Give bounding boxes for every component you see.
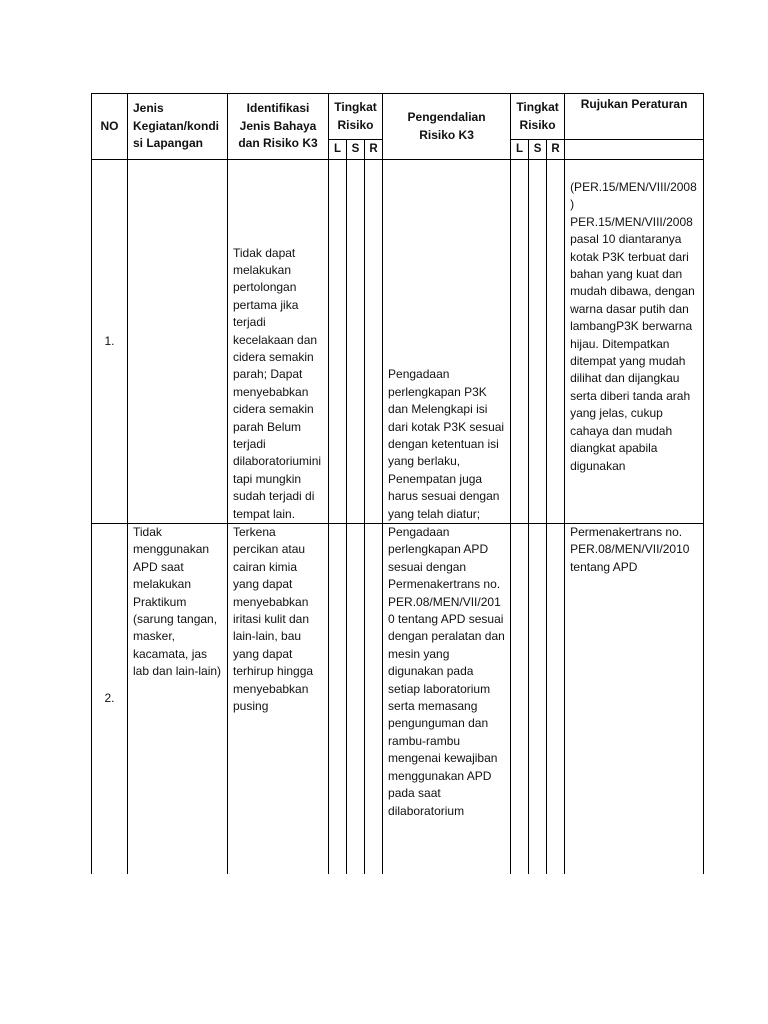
row-number: 2. — [92, 524, 128, 874]
header-l-2: L — [511, 140, 529, 160]
header-r-2: R — [547, 140, 565, 160]
table-row — [92, 160, 704, 524]
cell-s — [347, 160, 365, 524]
cell-r — [365, 160, 383, 524]
header-identifikasi: Identifikasi Jenis Bahaya dan Risiko K3 — [228, 94, 329, 160]
header-jenis: Jenis Kegiatan/kondisi Lapangan — [128, 94, 228, 160]
header-rujukan-empty — [565, 140, 704, 160]
cell-l — [511, 160, 529, 524]
cell-pengendalian: Pengadaan perlengkapan P3K dan Melengkapi isi dari kotak P3K sesuai dengan ketentuan isi yang berlaku, Penempatan juga harus sesuai dengan yang telah diatur; — [383, 160, 511, 524]
cell-r — [365, 524, 383, 874]
cell-s — [529, 524, 547, 874]
cell-s — [347, 524, 365, 874]
cell-pengendalian: Pengadaan perlengkapan APD sesuai dengan Permenakertrans no. PER.08/MEN/VII/2010 tentang APD sesuai dengan peralatan dan mesin yang digunakan pada setiap laboratorium serta memasang pengunguman dan rambu-rambu mengenai kewajiban menggunakan APD pada saat dilaboratorium — [383, 524, 511, 874]
table-row — [92, 524, 704, 874]
row-number: 1. — [92, 160, 128, 524]
cell-r — [547, 160, 565, 524]
header-rujukan: Rujukan Peraturan — [565, 94, 704, 140]
header-s-1: S — [347, 140, 365, 160]
cell-jenis — [128, 160, 228, 524]
cell-identifikasi: Tidak dapat melakukan pertolongan pertama jika terjadi kecelakaan dan cidera semakin parah; Dapat menyebabkan cidera semakin parah Belum terjadi dilaboratoriumini tapi mungkin sudah terjadi di tempat lain. — [228, 160, 329, 524]
cell-l — [329, 524, 347, 874]
header-row — [92, 94, 704, 140]
header-tingkat-risiko-2: Tingkat Risiko — [511, 94, 565, 140]
cell-rujukan: (PER.15/MEN/VIII/2008) PER.15/MEN/VIII/2008 pasal 10 diantaranya kotak P3K terbuat dari bahan yang kuat dan mudah dibawa, dengan warna dasar putih dan lambangP3K berwarna hijau. Ditempatkan ditempat yang mudah dilihat dan dijangkau serta diberi tanda arah yang jelas, cukup cahaya dan mudah diangkat apabila digunakan — [565, 160, 704, 524]
cell-jenis: Tidak menggunakan APD saat melakukan Praktikum (sarung tangan, masker, kacamata, jas lab dan lain-lain) — [128, 524, 228, 874]
cell-l — [329, 160, 347, 524]
header-no: NO — [92, 94, 128, 160]
cell-r — [547, 524, 565, 874]
risk-table — [91, 93, 704, 874]
cell-s — [529, 160, 547, 524]
header-tingkat-risiko-1: Tingkat Risiko — [329, 94, 383, 140]
cell-l — [511, 524, 529, 874]
header-s-2: S — [529, 140, 547, 160]
cell-rujukan: Permenakertrans no. PER.08/MEN/VII/2010 tentang APD — [565, 524, 704, 874]
header-r-1: R — [365, 140, 383, 160]
cell-identifikasi: Terkena percikan atau cairan kimia yang dapat menyebabkan iritasi kulit dan lain-lain, bau yang dapat terhirup hingga menyebabkan pusing — [228, 524, 329, 874]
header-pengendalian: Pengendalian Risiko K3 — [383, 94, 511, 160]
header-l-1: L — [329, 140, 347, 160]
